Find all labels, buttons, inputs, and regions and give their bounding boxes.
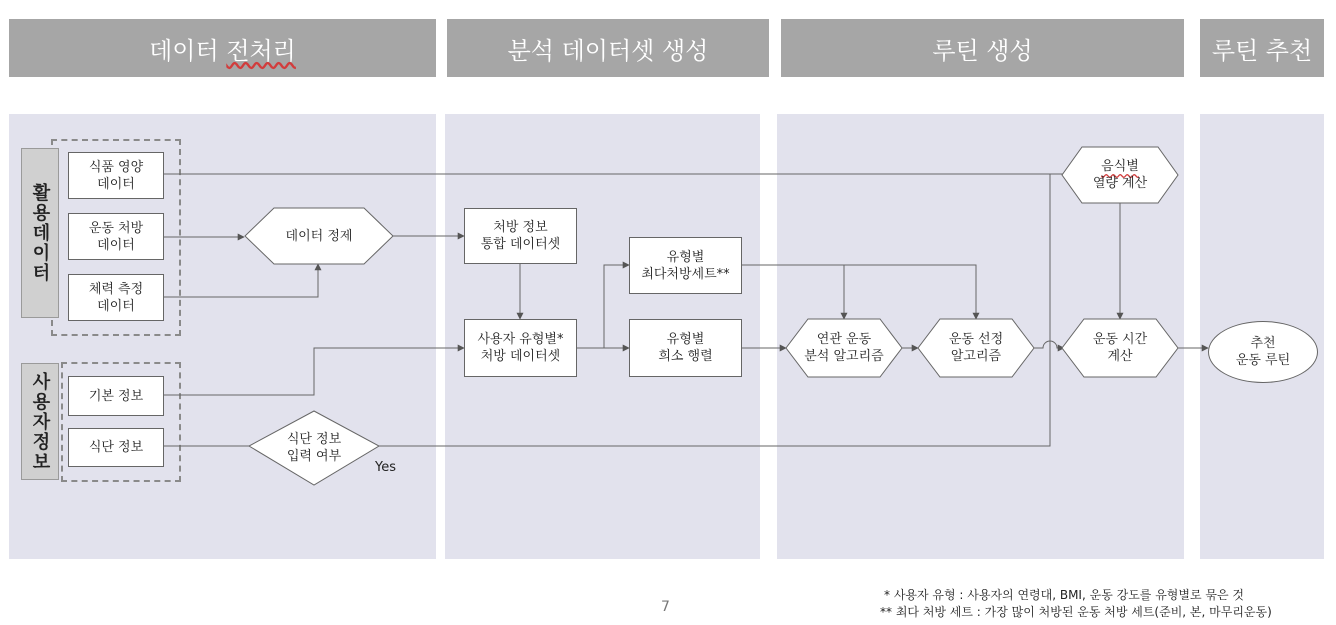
edge-basic-to-usertype — [163, 348, 464, 395]
edge-topset-to-algos — [740, 265, 976, 319]
header-routine-generation: 루틴 생성 — [781, 19, 1184, 77]
node-recommend-routine: 추천 운동 루틴 — [1208, 321, 1318, 383]
node-food-nutrition: 식품 영양 데이터 — [68, 152, 164, 199]
label-data-cleaning: 데이터 정제 — [285, 228, 353, 244]
node-top-rx-set: 유형별 최다처방세트** — [629, 237, 742, 294]
edge-fitness-to-cleaning — [163, 264, 318, 297]
node-exercise-rx: 운동 처방 데이터 — [68, 213, 164, 260]
node-fitness-measure: 체력 측정 데이터 — [68, 274, 164, 321]
node-basic-info: 기본 정보 — [68, 376, 164, 416]
label-calorie-calc-line1: 음식별 — [1101, 159, 1139, 174]
node-diet-info: 식단 정보 — [68, 428, 164, 467]
edge-select-to-time — [1034, 341, 1064, 348]
label-assoc-algo: 연관 운동 분석 알고리즘 — [804, 332, 884, 364]
label-diet-input-check: 식단 정보 입력 여부 — [286, 432, 342, 464]
footnote-top-rx-set: ** 최다 처방 세트 : 가장 많이 처방된 운동 처방 세트(준비, 본, 마무리운동) — [880, 605, 1272, 619]
header-routine-recommend: 루틴 추천 — [1200, 19, 1324, 77]
page-number: 7 — [661, 599, 670, 615]
group-label-user-info: 사용자정보 — [21, 363, 59, 480]
header-preprocess-word: 데이터 — [149, 36, 219, 65]
label-calorie-calc-line2: 열량 계산 — [1092, 176, 1148, 191]
label-calorie-calc — [1062, 147, 1178, 203]
node-user-type-rx: 사용자 유형별* 처방 데이터셋 — [464, 319, 577, 377]
label-time-calc: 운동 시간 계산 — [1092, 332, 1148, 364]
node-sparse-matrix: 유형별 희소 행렬 — [629, 319, 742, 377]
header-preprocess-word-underlined: 전처리 — [226, 36, 296, 65]
label-yes: Yes — [375, 460, 396, 475]
label-select-algo: 운동 선정 알고리즘 — [948, 332, 1004, 364]
group-label-used-data: 활용데이터 — [21, 148, 59, 318]
header-dataset: 분석 데이터셋 생성 — [447, 19, 769, 77]
edge-usertype-to-topset — [576, 265, 629, 348]
node-rx-integrated: 처방 정보 통합 데이터셋 — [464, 208, 577, 264]
footnote-user-type: * 사용자 유형 : 사용자의 연령대, BMI, 운동 강도를 유형별로 묶은 것 — [884, 588, 1244, 602]
